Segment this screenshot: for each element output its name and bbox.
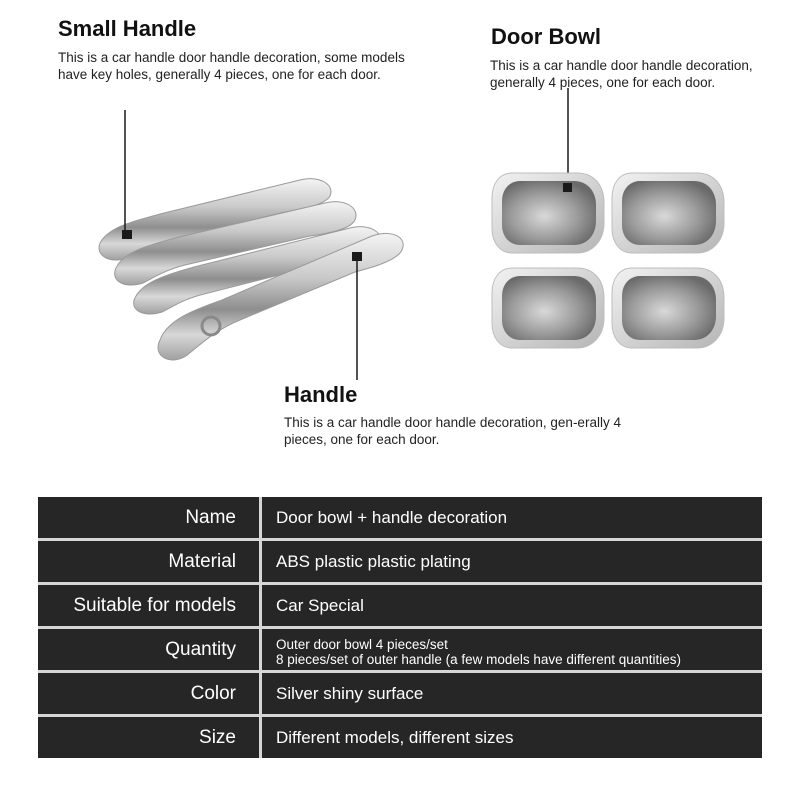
handle-description: This is a car handle door handle decoration, gen-erally 4 pieces, one for each door. bbox=[284, 415, 621, 447]
spec-row-color bbox=[38, 673, 762, 714]
spec-value bbox=[262, 541, 762, 582]
spec-value bbox=[262, 629, 762, 670]
spec-table bbox=[38, 497, 762, 758]
spec-value bbox=[262, 673, 762, 714]
spec-row-suitable-models bbox=[38, 585, 762, 626]
spec-row-name bbox=[38, 497, 762, 538]
small-handle-description: This is a car handle door handle decoration, some models have key holes, generally 4 pieces, one for each door. bbox=[58, 50, 405, 82]
spec-label: Material bbox=[38, 541, 259, 582]
spec-value bbox=[262, 497, 762, 538]
spec-value-text: Door bowl + handle decoration bbox=[276, 507, 508, 527]
spec-value-text: Silver shiny surface bbox=[276, 683, 424, 703]
spec-value-text: Car Special bbox=[276, 595, 364, 615]
door-bowl-title: Door Bowl bbox=[491, 24, 601, 49]
spec-value-text: ABS plastic plastic plating bbox=[276, 551, 471, 571]
spec-row-size bbox=[38, 717, 762, 758]
door-bowl-description: This is a car handle door handle decoration, generally 4 pieces, one for each door. bbox=[490, 58, 753, 90]
spec-value-text: Different models, different sizes bbox=[276, 727, 514, 747]
handle-title: Handle bbox=[284, 382, 358, 407]
small-handle-title: Small Handle bbox=[58, 16, 197, 41]
spec-value-line: Outer door bowl 4 pieces/set bbox=[276, 636, 448, 652]
spec-row-quantity bbox=[38, 629, 762, 670]
spec-label: Suitable for models bbox=[38, 585, 259, 626]
spec-label: Size bbox=[38, 717, 259, 758]
spec-label: Name bbox=[38, 497, 259, 538]
spec-value bbox=[262, 717, 762, 758]
spec-value bbox=[262, 585, 762, 626]
spec-label: Quantity bbox=[38, 629, 259, 670]
door-bowl-icon bbox=[492, 173, 724, 348]
spec-row-material bbox=[38, 541, 762, 582]
spec-value-line: 8 pieces/set of outer handle (a few models have different quantities) bbox=[276, 651, 681, 667]
spec-label: Color bbox=[38, 673, 259, 714]
